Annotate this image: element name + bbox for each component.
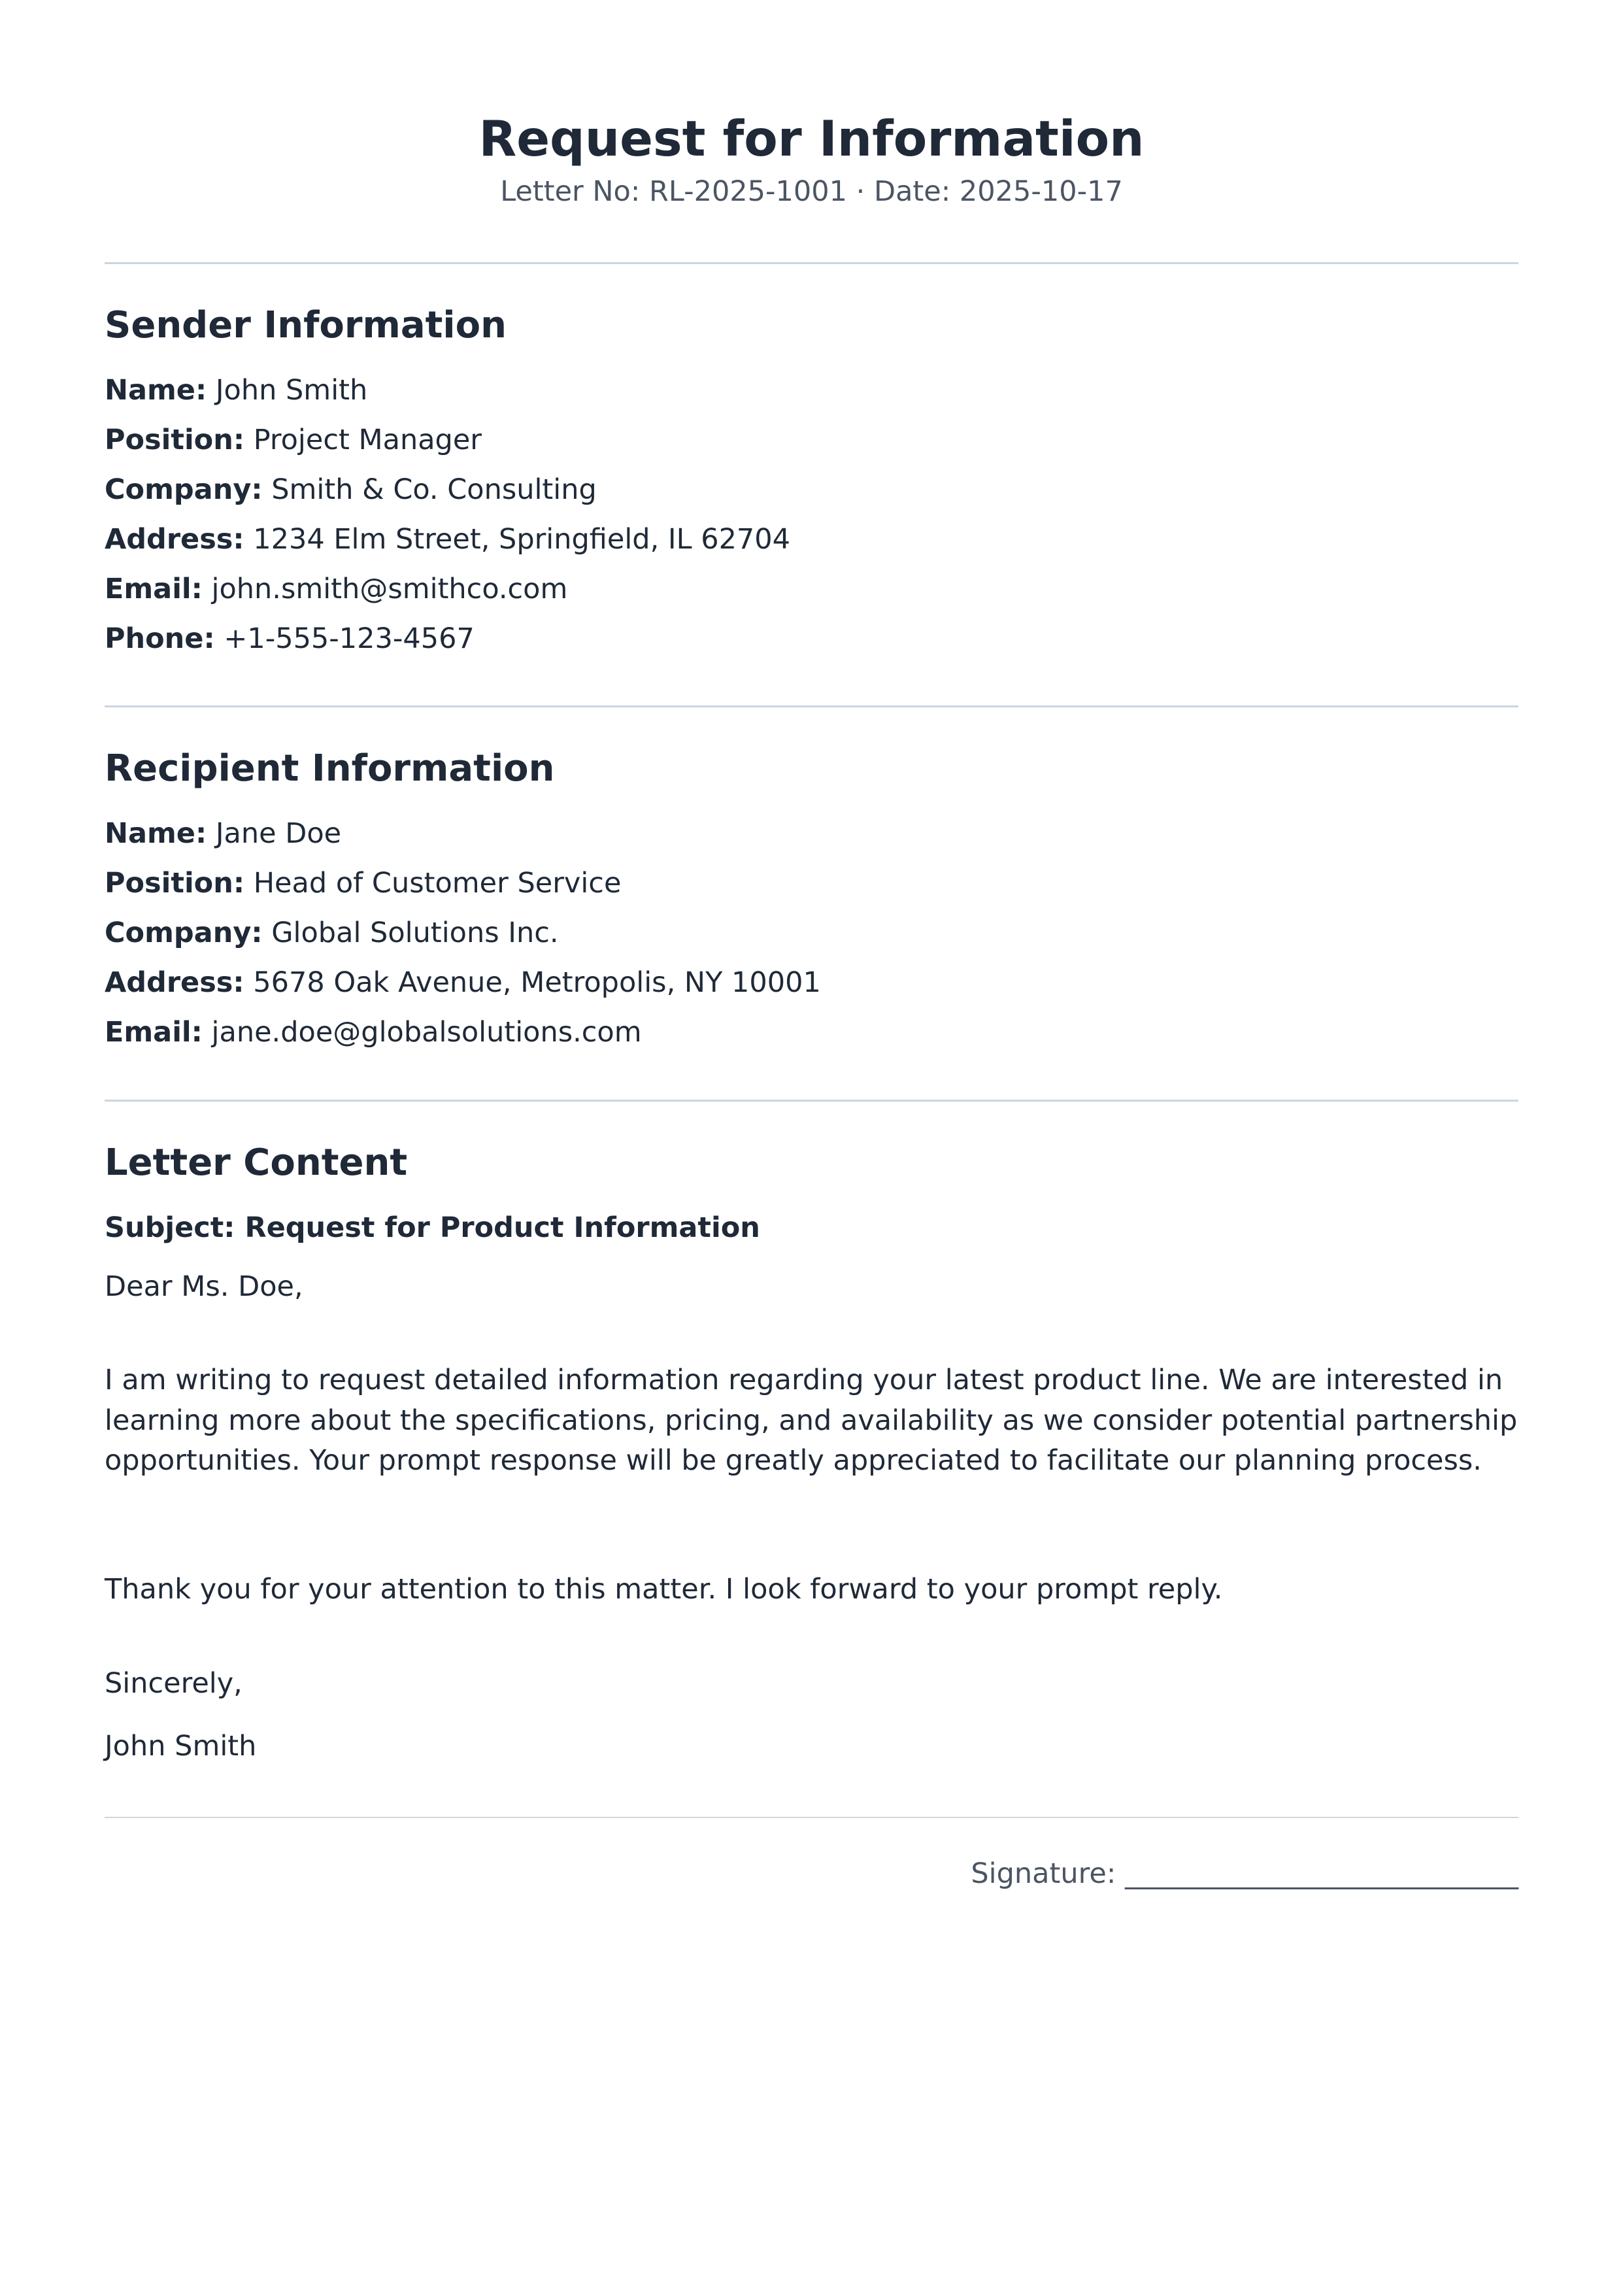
recipient-name [105,809,1518,858]
letter-meta: Letter No: RL-2025-1001 · Date: 2025-10-17 [500,175,1123,208]
letter-heading: Letter Content [105,1141,408,1184]
divider [105,705,1518,707]
field-value: Project Manager [253,424,482,456]
field-label: Address: [105,966,244,999]
field-label: Email: [105,573,203,605]
sender-company [105,465,1518,515]
signer-name: John Smith [105,1730,257,1763]
field-label: Company: [105,473,263,506]
field-value: Jane Doe [215,817,342,850]
salutation: Dear Ms. Doe, [105,1270,303,1303]
field-label: Company: [105,917,263,949]
divider [105,1100,1518,1102]
sender-position [105,415,1518,465]
letter-body: I am writing to request detailed information regarding your latest product line. We are interested in learning more about the specifications, pricing, and availability as we consider potential partnership opportunities. Your prompt response will be greatly appreciated to facilitate our planning process. [105,1364,1518,1477]
field-value: +1-555-123-4567 [224,622,475,655]
field-label: Address: [105,523,244,556]
field-value: 1234 Elm Street, Springfield, IL 62704 [253,523,791,556]
recipient-email [105,1007,1518,1057]
field-value: jane.doe@globalsolutions.com [211,1016,642,1049]
sender-fields [105,365,1518,664]
divider [105,1817,1518,1818]
field-label: Phone: [105,622,215,655]
field-value: Global Solutions Inc. [271,917,559,949]
field-value: John Smith [215,374,368,407]
field-value: john.smith@smithco.com [211,573,568,605]
field-label: Position: [105,867,245,900]
field-label: Position: [105,424,245,456]
recipient-company [105,908,1518,958]
field-label: Name: [105,374,207,407]
signature-label: Signature: [971,1857,1116,1890]
recipient-fields [105,809,1518,1057]
sender-name [105,365,1518,415]
sign-off: Sincerely, [105,1667,243,1700]
page-title: Request for Information [478,110,1145,167]
field-label: Name: [105,817,207,850]
letter-subject: Subject: Request for Product Information [105,1211,760,1244]
closing-line: Thank you for your attention to this matter. I look forward to your prompt reply. [105,1573,1223,1606]
sender-phone [105,614,1518,664]
field-value: Head of Customer Service [253,867,622,900]
recipient-position [105,858,1518,908]
recipient-address [105,958,1518,1007]
field-label: Email: [105,1016,203,1049]
signature-block [105,1854,1518,1895]
field-value: Smith & Co. Consulting [271,473,597,506]
sender-email [105,564,1518,614]
field-value: 5678 Oak Avenue, Metropolis, NY 10001 [253,966,821,999]
divider [105,262,1518,264]
signature-line[interactable]: ____________________________ [1125,1857,1518,1890]
sender-heading: Sender Information [105,304,507,346]
sender-address [105,515,1518,564]
recipient-heading: Recipient Information [105,747,555,790]
